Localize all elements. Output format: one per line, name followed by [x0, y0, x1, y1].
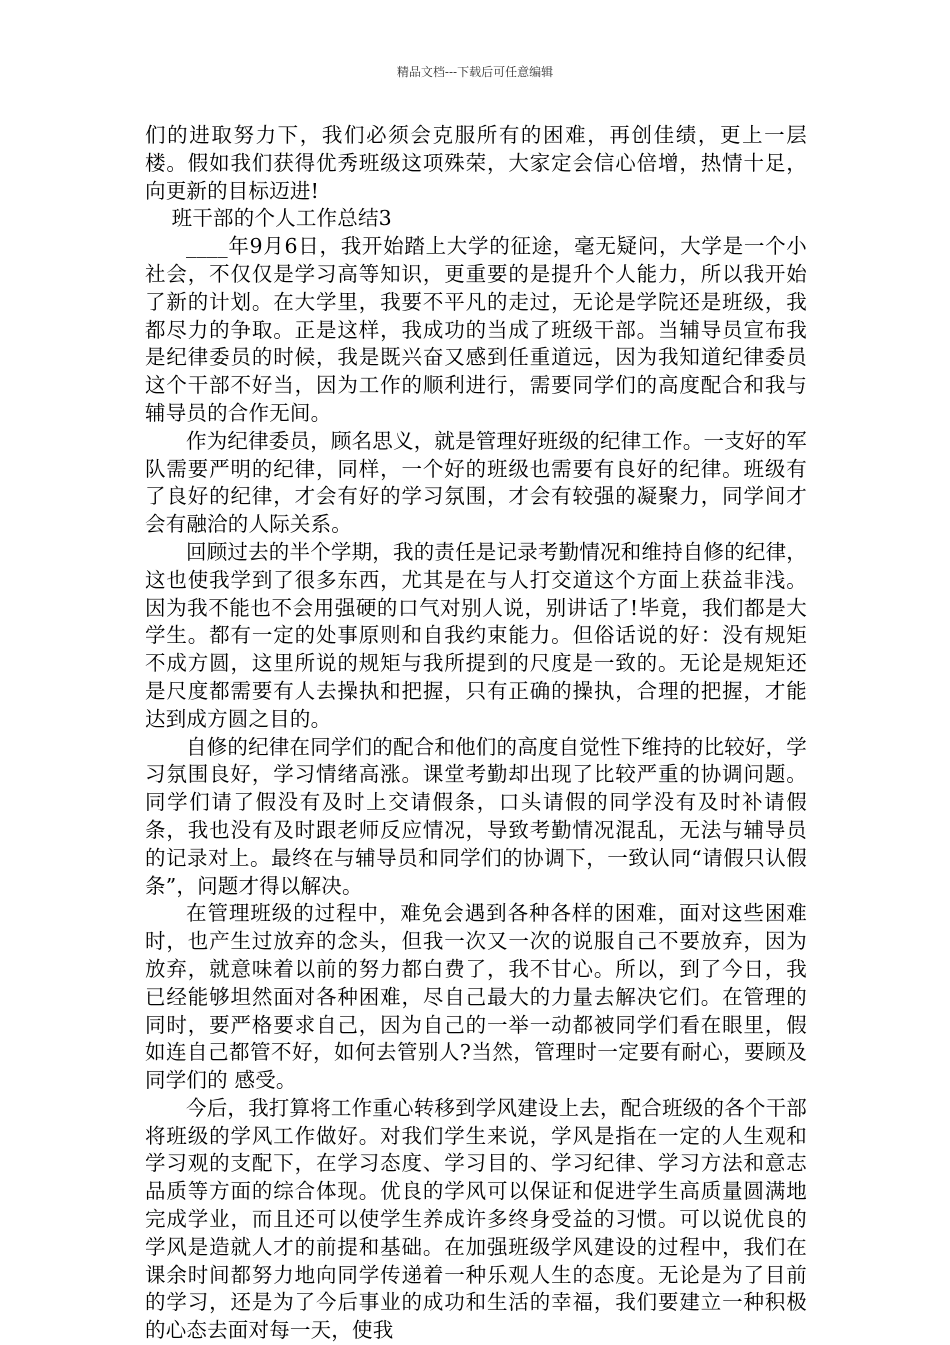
paragraph: ____年9月6日，我开始踏上大学的征途，毫无疑问，大学是一个小社会，不仅仅是学习高等知识，更重要的是提升个人能力，所以我开始了新的计划。在大学里，我要不平凡的走过，无论是学院还是班级，我都尽力的争取。正是这样，我成功的当成了班级干部。当辅导员宣布我是纪律委员的时候，我是既兴奋又感到任重道远，因为我知道纪律委员这个干部不好当，因为工作的顺利进行，需要同学们的高度配合和我与辅导员的合作无间。 — [145, 234, 807, 425]
paragraph: 在管理班级的过程中，难免会遇到各种各样的困难，面对这些困难时，也产生过放弃的念头，但我一次又一次的说服自己不要放弃，因为放弃，就意味着以前的努力都白费了，我不甘心。所以，到了今日，我已经能够坦然面对各种困难，尽自己最大的力量去解决它们。在管理的同时，要严格要求自己，因为自己的一举一动都被同学们看在眼里，假如连自己都管不好，如何去管别人?当然，管理时一定要有耐心，要顾及同学们的 感受。 — [145, 901, 807, 1093]
paragraph-continuation: 们的进取努力下，我们必须会克服所有的困难，再创佳绩，更上一层楼。假如我们获得优秀班级这项殊荣，大家定会信心倍增，热情十足，向更新的目标迈进! — [145, 123, 807, 203]
page-header: 精品文档---下载后可任意编辑 — [396, 65, 554, 79]
paragraph: 自修的纪律在同学们的配合和他们的高度自觉性下维持的比较好，学习氛围良好，学习情绪高涨。课堂考勤却出现了比较严重的协调问题。同学们请了假没有及时上交请假条，口头请假的同学没有及时补请假条，我也没有及时跟老师反应情况，导致考勤情况混乱，无法与辅导员的记录对上。最终在与辅导员和同学们的协调下，一致认同“请假只认假条”，问题才得以解决。 — [145, 734, 807, 898]
paragraph: 作为纪律委员，顾名思义，就是管理好班级的纪律工作。一支好的军队需要严明的纪律，同样，一个好的班级也需要有良好的纪律。班级有了良好的纪律，才会有好的学习氛围，才会有较强的凝聚力，同学间才会有融洽的人际关系。 — [145, 428, 807, 537]
document-body — [145, 122, 807, 1345]
paragraph: 今后，我打算将工作重心转移到学风建设上去，配合班级的各个干部将班级的学风工作做好。对我们学生来说，学风是指在一定的人生观和学习观的支配下，在学习态度、学习目的、学习纪律、学习方法和意志品质等方面的综合体现。优良的学风可以保证和促进学生高质量圆满地完成学业，而且还可以使学生养成许多终身受益的习惯。可以说优良的学风是造就人才的前提和基础。在加强班级学风建设的过程中，我们在课余时间都努力地向同学传递着一种乐观人生的态度。无论是为了目前的学习，还是为了今后事业的成功和生活的幸福，我们要建立一种积极的心态去面对每一天，使我 — [145, 1095, 807, 1343]
section-title: 班干部的个人工作总结3 — [171, 206, 392, 231]
paragraph: 回顾过去的半个学期，我的责任是记录考勤情况和维持自修的纪律，这也使我学到了很多东西，尤其是在与人打交道这个方面上获益非浅。因为我不能也不会用强硬的口气对别人说，别讲话了!毕竟，我们都是大学生。都有一定的处事原则和自我约束能力。但俗话说的好：没有规矩不成方圆，这里所说的规矩与我所提到的尺度是一致的。无论是规矩还是尺度都需要有人去操执和把握，只有正确的操执，合理的把握，才能达到成方圆之目的。 — [145, 539, 807, 731]
